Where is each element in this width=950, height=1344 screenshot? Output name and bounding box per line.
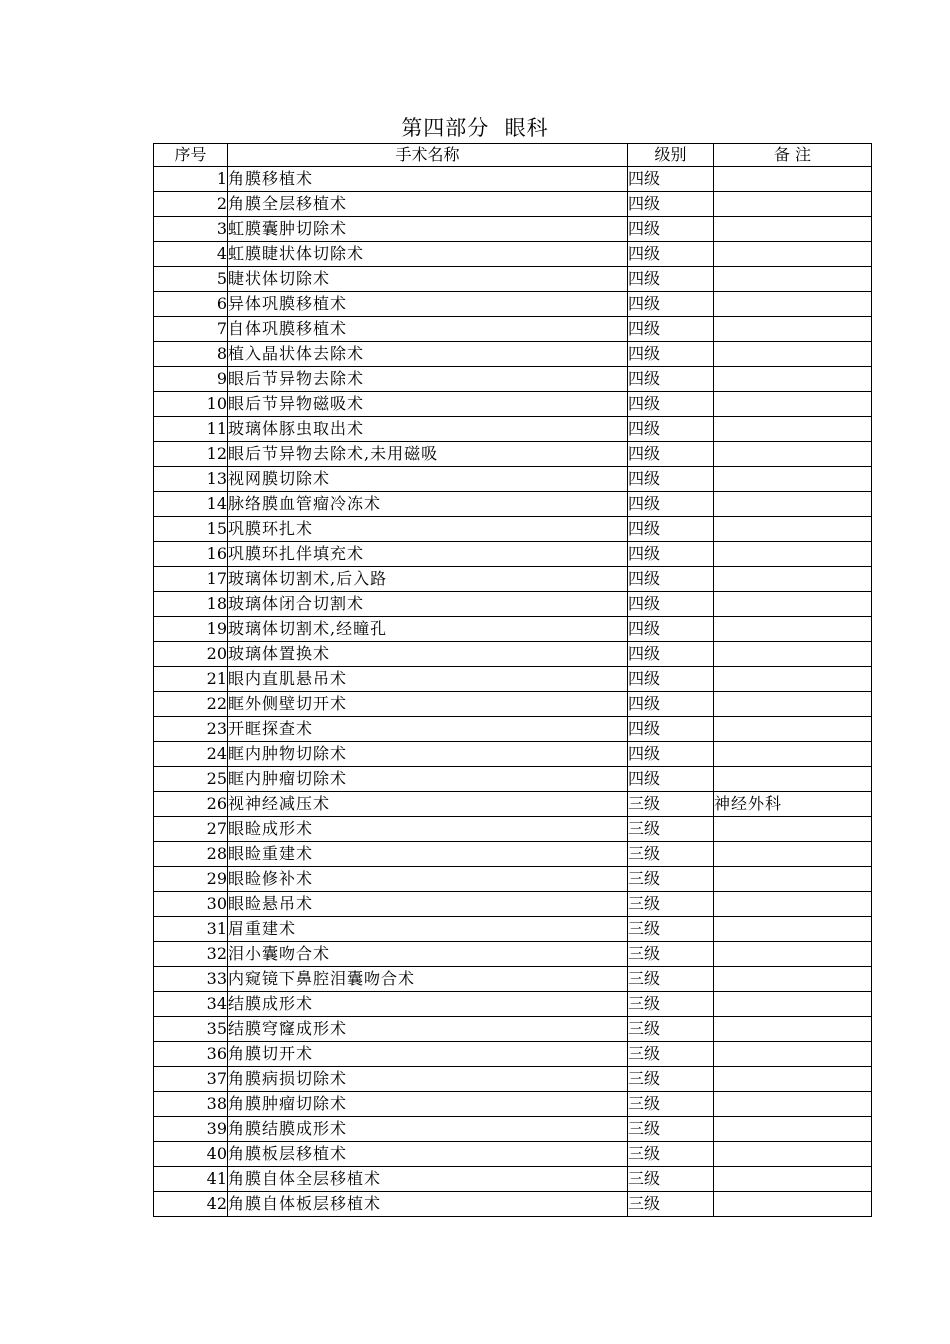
table-row (154, 292, 872, 317)
row-remarks (714, 1017, 872, 1042)
table-row (154, 242, 872, 267)
row-remarks (714, 592, 872, 617)
row-procedure-name: 角膜移植术 (228, 167, 628, 192)
row-serial-number: 12 (154, 442, 228, 467)
table-row (154, 667, 872, 692)
row-remarks (714, 1117, 872, 1142)
row-serial-number: 18 (154, 592, 228, 617)
row-remarks (714, 317, 872, 342)
table-row (154, 842, 872, 867)
table-row (154, 1142, 872, 1167)
row-procedure-name: 玻璃体豚虫取出术 (228, 417, 628, 442)
row-remarks (714, 392, 872, 417)
row-remarks (714, 342, 872, 367)
row-procedure-name: 眼后节异物去除术,未用磁吸 (228, 442, 628, 467)
table-row (154, 867, 872, 892)
table-row (154, 317, 872, 342)
table-header-row (154, 144, 872, 167)
row-level: 四级 (628, 517, 714, 542)
row-serial-number: 19 (154, 617, 228, 642)
row-serial-number: 7 (154, 317, 228, 342)
row-level: 四级 (628, 742, 714, 767)
row-remarks (714, 542, 872, 567)
row-level: 四级 (628, 467, 714, 492)
table-row (154, 467, 872, 492)
table-row (154, 1042, 872, 1067)
row-serial-number: 14 (154, 492, 228, 517)
header-serial-number: 序号 (154, 144, 228, 167)
row-level: 三级 (628, 842, 714, 867)
row-remarks (714, 567, 872, 592)
row-remarks (714, 767, 872, 792)
row-serial-number: 29 (154, 867, 228, 892)
table-row (154, 817, 872, 842)
row-procedure-name: 眼后节异物去除术 (228, 367, 628, 392)
row-remarks (714, 892, 872, 917)
row-remarks (714, 242, 872, 267)
header-remarks: 备 注 (714, 144, 872, 167)
table-row (154, 392, 872, 417)
row-remarks (714, 692, 872, 717)
row-procedure-name: 睫状体切除术 (228, 267, 628, 292)
row-procedure-name: 视网膜切除术 (228, 467, 628, 492)
row-serial-number: 40 (154, 1142, 228, 1167)
table-row (154, 167, 872, 192)
row-serial-number: 1 (154, 167, 228, 192)
row-level: 四级 (628, 692, 714, 717)
row-level: 三级 (628, 867, 714, 892)
row-level: 三级 (628, 1067, 714, 1092)
row-level: 四级 (628, 442, 714, 467)
row-procedure-name: 眶外侧壁切开术 (228, 692, 628, 717)
row-level: 四级 (628, 392, 714, 417)
table-row (154, 917, 872, 942)
row-remarks (714, 942, 872, 967)
row-level: 四级 (628, 242, 714, 267)
row-level: 四级 (628, 542, 714, 567)
row-procedure-name: 眼后节异物磁吸术 (228, 392, 628, 417)
table-row (154, 267, 872, 292)
row-remarks (714, 842, 872, 867)
table-row (154, 417, 872, 442)
row-procedure-name: 结膜穹窿成形术 (228, 1017, 628, 1042)
row-level: 四级 (628, 192, 714, 217)
row-level: 三级 (628, 1142, 714, 1167)
row-level: 三级 (628, 1167, 714, 1192)
row-procedure-name: 巩膜环扎术 (228, 517, 628, 542)
row-level: 四级 (628, 492, 714, 517)
row-serial-number: 31 (154, 917, 228, 942)
table-row (154, 892, 872, 917)
row-procedure-name: 异体巩膜移植术 (228, 292, 628, 317)
table-row (154, 542, 872, 567)
table-row (154, 692, 872, 717)
row-procedure-name: 角膜病损切除术 (228, 1067, 628, 1092)
table-row (154, 992, 872, 1017)
row-level: 三级 (628, 892, 714, 917)
table-row (154, 342, 872, 367)
row-remarks (714, 217, 872, 242)
row-remarks: 神经外科 (714, 792, 872, 817)
page-title: 第四部分 眼科 (401, 116, 549, 140)
row-level: 三级 (628, 1042, 714, 1067)
row-level: 四级 (628, 317, 714, 342)
row-serial-number: 25 (154, 767, 228, 792)
row-procedure-name: 虹膜囊肿切除术 (228, 217, 628, 242)
row-serial-number: 27 (154, 817, 228, 842)
table-row (154, 217, 872, 242)
row-level: 四级 (628, 667, 714, 692)
row-remarks (714, 1067, 872, 1092)
table-row (154, 442, 872, 467)
row-remarks (714, 667, 872, 692)
header-procedure-name: 手术名称 (228, 144, 628, 167)
row-level: 三级 (628, 1017, 714, 1042)
row-level: 四级 (628, 642, 714, 667)
row-procedure-name: 开眶探查术 (228, 717, 628, 742)
table-row (154, 1167, 872, 1192)
row-procedure-name: 玻璃体切割术,后入路 (228, 567, 628, 592)
table-row (154, 642, 872, 667)
row-serial-number: 13 (154, 467, 228, 492)
row-procedure-name: 眼睑悬吊术 (228, 892, 628, 917)
row-remarks (714, 642, 872, 667)
row-level: 四级 (628, 592, 714, 617)
row-procedure-name: 玻璃体置换术 (228, 642, 628, 667)
row-serial-number: 17 (154, 567, 228, 592)
row-serial-number: 35 (154, 1017, 228, 1042)
row-procedure-name: 眉重建术 (228, 917, 628, 942)
row-remarks (714, 467, 872, 492)
row-procedure-name: 角膜切开术 (228, 1042, 628, 1067)
row-procedure-name: 眼睑重建术 (228, 842, 628, 867)
row-procedure-name: 角膜全层移植术 (228, 192, 628, 217)
row-remarks (714, 417, 872, 442)
row-serial-number: 8 (154, 342, 228, 367)
table-row (154, 1117, 872, 1142)
row-serial-number: 42 (154, 1192, 228, 1217)
table-row (154, 717, 872, 742)
row-level: 四级 (628, 367, 714, 392)
row-procedure-name: 角膜肿瘤切除术 (228, 1092, 628, 1117)
row-level: 三级 (628, 792, 714, 817)
row-serial-number: 9 (154, 367, 228, 392)
row-remarks (714, 617, 872, 642)
row-serial-number: 37 (154, 1067, 228, 1092)
row-procedure-name: 泪小囊吻合术 (228, 942, 628, 967)
table-row (154, 517, 872, 542)
table-body (154, 167, 872, 1217)
row-remarks (714, 817, 872, 842)
row-serial-number: 39 (154, 1117, 228, 1142)
table-row (154, 742, 872, 767)
row-serial-number: 2 (154, 192, 228, 217)
row-level: 三级 (628, 1192, 714, 1217)
row-serial-number: 16 (154, 542, 228, 567)
row-serial-number: 24 (154, 742, 228, 767)
table-row (154, 1192, 872, 1217)
row-procedure-name: 视神经减压术 (228, 792, 628, 817)
row-remarks (714, 442, 872, 467)
row-serial-number: 10 (154, 392, 228, 417)
surgery-table (153, 143, 872, 1217)
row-remarks (714, 167, 872, 192)
row-serial-number: 6 (154, 292, 228, 317)
row-serial-number: 15 (154, 517, 228, 542)
row-remarks (714, 192, 872, 217)
row-remarks (714, 267, 872, 292)
row-procedure-name: 角膜自体全层移植术 (228, 1167, 628, 1192)
table-row (154, 567, 872, 592)
table-row (154, 367, 872, 392)
row-procedure-name: 结膜成形术 (228, 992, 628, 1017)
row-procedure-name: 角膜板层移植术 (228, 1142, 628, 1167)
row-remarks (714, 367, 872, 392)
row-serial-number: 20 (154, 642, 228, 667)
row-level: 四级 (628, 342, 714, 367)
row-serial-number: 38 (154, 1092, 228, 1117)
row-remarks (714, 742, 872, 767)
table-row (154, 192, 872, 217)
row-remarks (714, 992, 872, 1017)
row-serial-number: 41 (154, 1167, 228, 1192)
row-level: 四级 (628, 167, 714, 192)
row-remarks (714, 292, 872, 317)
row-level: 三级 (628, 917, 714, 942)
row-level: 四级 (628, 767, 714, 792)
row-level: 四级 (628, 417, 714, 442)
row-procedure-name: 玻璃体闭合切割术 (228, 592, 628, 617)
row-level: 三级 (628, 992, 714, 1017)
row-remarks (714, 717, 872, 742)
table-row (154, 967, 872, 992)
row-procedure-name: 内窥镜下鼻腔泪囊吻合术 (228, 967, 628, 992)
header-level: 级别 (628, 144, 714, 167)
table-row (154, 1017, 872, 1042)
row-level: 三级 (628, 1117, 714, 1142)
row-level: 四级 (628, 217, 714, 242)
row-level: 四级 (628, 567, 714, 592)
row-serial-number: 26 (154, 792, 228, 817)
row-remarks (714, 867, 872, 892)
row-procedure-name: 玻璃体切割术,经瞳孔 (228, 617, 628, 642)
row-remarks (714, 492, 872, 517)
row-level: 四级 (628, 267, 714, 292)
table-row (154, 1092, 872, 1117)
row-remarks (714, 1192, 872, 1217)
row-remarks (714, 1142, 872, 1167)
row-level: 四级 (628, 717, 714, 742)
row-serial-number: 30 (154, 892, 228, 917)
row-procedure-name: 角膜自体板层移植术 (228, 1192, 628, 1217)
row-level: 三级 (628, 942, 714, 967)
row-procedure-name: 角膜结膜成形术 (228, 1117, 628, 1142)
row-serial-number: 22 (154, 692, 228, 717)
row-serial-number: 36 (154, 1042, 228, 1067)
row-serial-number: 21 (154, 667, 228, 692)
table-row (154, 767, 872, 792)
table-row (154, 617, 872, 642)
row-procedure-name: 自体巩膜移植术 (228, 317, 628, 342)
row-serial-number: 3 (154, 217, 228, 242)
row-remarks (714, 1167, 872, 1192)
row-level: 三级 (628, 967, 714, 992)
row-serial-number: 4 (154, 242, 228, 267)
row-remarks (714, 917, 872, 942)
row-procedure-name: 眼睑修补术 (228, 867, 628, 892)
row-procedure-name: 眶内肿瘤切除术 (228, 767, 628, 792)
row-serial-number: 28 (154, 842, 228, 867)
row-level: 三级 (628, 1092, 714, 1117)
row-serial-number: 5 (154, 267, 228, 292)
row-remarks (714, 1092, 872, 1117)
table-row (154, 592, 872, 617)
row-serial-number: 11 (154, 417, 228, 442)
row-remarks (714, 1042, 872, 1067)
row-serial-number: 32 (154, 942, 228, 967)
row-procedure-name: 眶内肿物切除术 (228, 742, 628, 767)
row-procedure-name: 眼睑成形术 (228, 817, 628, 842)
table-row (154, 792, 872, 817)
row-level: 四级 (628, 292, 714, 317)
table-row (154, 492, 872, 517)
row-procedure-name: 虹膜睫状体切除术 (228, 242, 628, 267)
row-serial-number: 34 (154, 992, 228, 1017)
row-procedure-name: 巩膜环扎伴填充术 (228, 542, 628, 567)
row-procedure-name: 眼内直肌悬吊术 (228, 667, 628, 692)
table-row (154, 942, 872, 967)
row-procedure-name: 脉络膜血管瘤冷冻术 (228, 492, 628, 517)
row-serial-number: 23 (154, 717, 228, 742)
row-remarks (714, 517, 872, 542)
table-row (154, 1067, 872, 1092)
row-level: 四级 (628, 617, 714, 642)
row-procedure-name: 植入晶状体去除术 (228, 342, 628, 367)
row-level: 三级 (628, 817, 714, 842)
row-serial-number: 33 (154, 967, 228, 992)
row-remarks (714, 967, 872, 992)
